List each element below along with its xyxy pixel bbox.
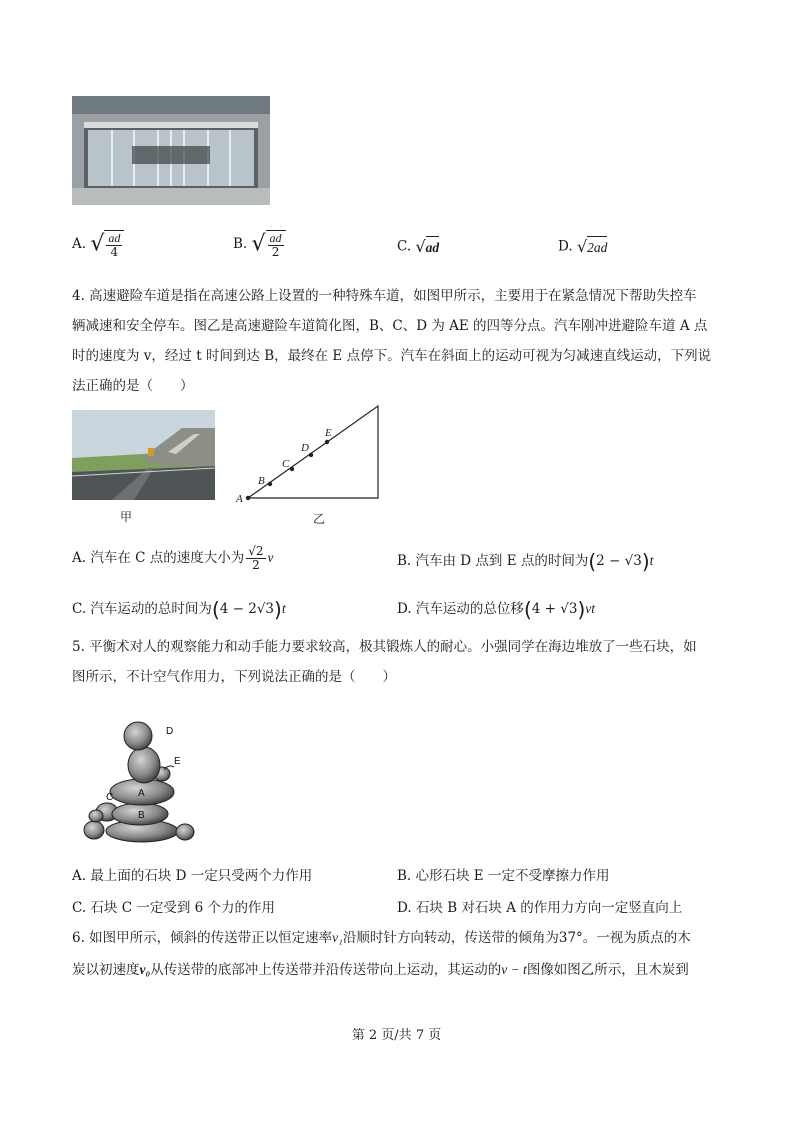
q4-option-b: B. 汽车由 D 点到 E 点的时间为(2 − √3)t bbox=[397, 549, 654, 574]
escape-lane-photo bbox=[72, 410, 215, 500]
point-a-label: A bbox=[236, 493, 243, 504]
q5-line-2: 图所示，不计空气作用力，下列说法正确的是（ ） bbox=[72, 669, 396, 685]
stone-label-b: B bbox=[138, 810, 145, 821]
q3-option-c: C. √ad bbox=[397, 237, 440, 256]
q6-line-1: 6. 如图甲所示，倾斜的传送带正以恒定速率v₁沿顺时针方向转动，传送带的倾角为37°。一视为质点的木 bbox=[72, 930, 691, 946]
q5-option-b: B. 心形石块 E 一定不受摩擦力作用 bbox=[397, 868, 610, 884]
q5-option-d: D. 石块 B 对石块 A 的作用力方向一定竖直向上 bbox=[397, 900, 683, 916]
q4-option-a: A. 汽车在 C 点的速度大小为 $\frac{√2}{2}$ v bbox=[72, 544, 274, 572]
caption-jia: 甲 bbox=[120, 510, 133, 524]
q5-option-a: A. 最上面的石块 D 一定只受两个力作用 bbox=[72, 868, 313, 884]
q4-line-4: 法正确的是（ ） bbox=[72, 378, 194, 394]
q6-line-2: 炭以初速度v₀从传送带的底部冲上传送带并沿传送带向上运动，其运动的v − t图像如图乙所示，且木炭到 bbox=[72, 962, 689, 978]
stone-label-c: C bbox=[106, 792, 114, 803]
q4-line-3: 时的速度为 v，经过 t 时间到达 B，最终在 E 点停下。汽车在斜面上的运动可视为匀减速直线运动，下列说 bbox=[72, 348, 712, 364]
incline-diagram bbox=[230, 400, 390, 504]
point-c-label: C bbox=[282, 458, 290, 470]
stone-label-e: E bbox=[174, 756, 181, 767]
stone-label-a: A bbox=[138, 788, 145, 799]
q4-line-2: 辆减速和安全停车。图乙是高速避险车道简化图，B、C、D 为 AE 的四等分点。汽车刚冲进避险车道 A 点 bbox=[72, 318, 708, 334]
sliding-door-photo bbox=[72, 96, 270, 205]
q5-line-1: 5. 平衡术对人的观察能力和动手能力要求较高，极其锻炼人的耐心。小强同学在海边堆放了一些石块，如 bbox=[72, 639, 697, 655]
stacked-stones-figure bbox=[72, 712, 202, 844]
point-d-label: D bbox=[301, 442, 309, 454]
q4-option-d: D. 汽车运动的总位移(4 + √3)vt bbox=[397, 597, 595, 622]
q4-line-1: 4. 高速避险车道是指在高速公路上设置的一种特殊车道，如图甲所示，主要用于在紧急情况下帮助失控车 bbox=[72, 288, 697, 304]
q4-option-c: C. 汽车运动的总时间为(4 − 2√3)t bbox=[72, 597, 286, 622]
page-footer: 第 2 页/共 7 页 bbox=[351, 1028, 442, 1043]
stone-label-d: D bbox=[166, 726, 174, 737]
caption-yi: 乙 bbox=[313, 512, 326, 526]
point-e-label: E bbox=[325, 427, 332, 439]
point-b-label: B bbox=[258, 475, 265, 487]
q3-option-a: A. √ $\frac{ad}{4}$ bbox=[72, 230, 124, 259]
q3-option-b: B. √ $\frac{ad}{2}$ bbox=[233, 230, 286, 259]
q5-option-c: C. 石块 C 一定受到 6 个力的作用 bbox=[72, 900, 276, 916]
q3-option-d: D. √2ad bbox=[558, 237, 608, 256]
